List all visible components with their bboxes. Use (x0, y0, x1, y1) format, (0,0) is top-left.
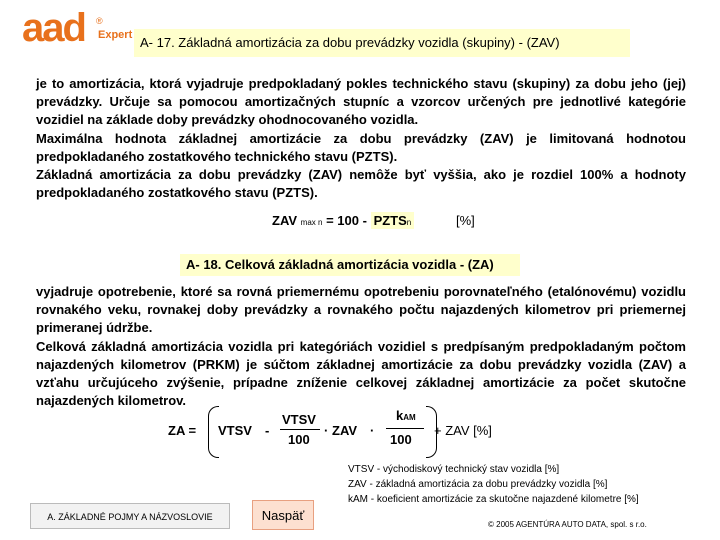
formula-rhs-sub: n (406, 218, 412, 227)
formula2-num2: kAM (396, 408, 416, 423)
paragraph-line: je to amortizácia, ktorá vyjadruje predpokladaný pokles technického stavu (skupiny) za dobu jeho (jej) prevádzky. Určuje sa pomocou amortizačných stupníc a vzorcov určených pre jednotlivé kategórie vozidiel na základe doby prevádzky ohodnocovaného vozidla. (36, 76, 686, 128)
basic-terms-button[interactable]: A. ZÁKLADNÉ POJMY A NÁZVOSLOVIE (30, 503, 230, 529)
formula2-dot1: · (324, 423, 329, 438)
paragraph-a17 (36, 75, 686, 202)
fraction-line (386, 428, 424, 429)
formula2-tail: + ZAV [%] (434, 423, 492, 438)
formula2-den1: 100 (288, 432, 310, 447)
logo-suffix: Expert (98, 29, 133, 41)
formula2-zav: ZAV (332, 423, 358, 438)
paragraph-line: vyjadruje opotrebenie, ktoré sa rovná priemernému opotrebeniu porovnateľného (etalónovému) vozidlu rovnakého veku, rovnakej doby prevádzky a rovnakého počtu najazdených kilometrov pri priemernej primeranej údržbe. (36, 284, 686, 336)
fraction-line (280, 429, 320, 430)
formula-unit: [%] (456, 213, 475, 228)
section-title-a18: A- 18. Celková základná amortizácia vozidla - (ZA) (180, 254, 520, 276)
legend-vtsv: VTSV - východiskový technický stav vozidla [%] (348, 464, 560, 475)
formula2-num1: VTSV (282, 412, 316, 427)
formula2-dot2: · (370, 423, 375, 438)
formula2-den2: 100 (390, 432, 412, 447)
logo (22, 6, 134, 54)
legend-kam: kAM - koeficient amortizácie za skutočne najazdené kilometre [%] (348, 494, 639, 505)
section-title-a17: A- 17. Základná amortizácia za dobu prevádzky vozidla (skupiny) - (ZAV) (134, 29, 630, 57)
formula-zav-max (272, 213, 414, 228)
paragraph-line: Maximálna hodnota základnej amortizácie za dobu prevádzky (ZAV) je limitovaná hodnotou predpokladaného zostatkového technického stavu (PZTS). (36, 130, 686, 164)
logo-text: aad (22, 6, 85, 50)
copyright: © 2005 AGENTÚRA AUTO DATA, spol. s r.o. (488, 520, 647, 529)
legend-zav: ZAV - základná amortizácia za dobu prevádzky vozidla [%] (348, 479, 608, 490)
formula-lhs-sub: max n (300, 218, 323, 227)
formula-lhs: ZAV (272, 213, 298, 228)
paragraph-line: Celková základná amortizácia vozidla pri kategóriách vozidiel s predpísaným predpokladaným počtom najazdených kilometrov (PRKM) je súčtom základnej amortizácie za dobu prevádzky vozidla (ZAV) a vzťahu určujúceho zvýšenie, prípadne zníženie celkovej základnej amortizácie za počet skutočne najazdených kilometrov. (36, 338, 686, 409)
paragraph-a18 (36, 283, 686, 410)
formula2-vtsv: VTSV (218, 423, 252, 438)
back-button[interactable]: Naspäť (252, 500, 314, 530)
logo-registered-mark: ® (96, 16, 103, 26)
formula2-minus: - (265, 423, 270, 438)
formula-eq: = 100 - (326, 213, 367, 228)
paragraph-line: Základná amortizácia za dobu prevádzky (ZAV) nemôže byť vyššia, ako je rozdiel 100% a hodnoty predpokladaného zostatkového stavu (PZTS). (36, 167, 686, 201)
formula-rhs: PZTS (373, 213, 407, 228)
formula2-lhs: ZA = (168, 423, 197, 438)
